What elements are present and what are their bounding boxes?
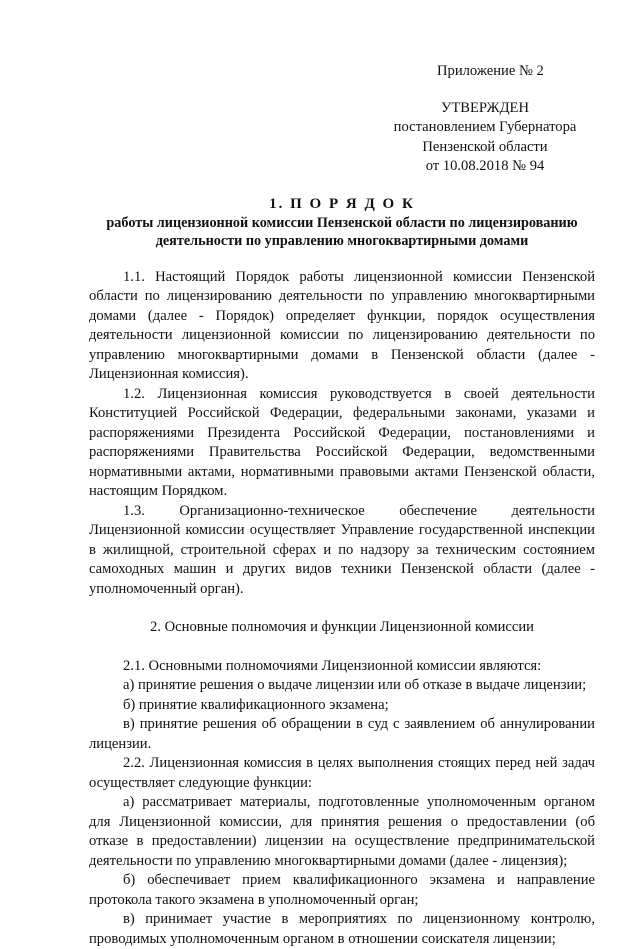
approved-label: УТВЕРЖДЕН [441, 99, 529, 116]
item-2-1-b: б) принятие квалификационного экзамена; [123, 696, 389, 713]
paragraph-1-1: 1.1. Настоящий Порядок работы лицензионной комиссии Пензенской области по лицензированию деятельности по управлению многоквартирными домами (далее - Порядок) определяет функции, порядок осуществления деятельности лицензионной комиссии по лицензированию деятельности по управлению многоквартирными домами в Пензенской области (далее - Лицензионная комиссия). [89, 268, 595, 382]
document-title [89, 195, 595, 250]
item-2-1-c: в) принятие решения об обращении в суд с заявлением об аннулировании лицензии. [89, 716, 595, 752]
region-line: Пензенской области [422, 138, 548, 155]
item-2-2-c: в) принимает участие в мероприятиях по лицензионному контролю, проводимых уполномоченным органом в отношении соискателя лицензии; [89, 911, 595, 947]
approval-stamp [371, 99, 599, 177]
item-2-2-a: а) рассматривает материалы, подготовленные уполномоченным органом для Лицензионной комиссии, для принятия решения о предоставлении (об отказе в предоставлении) лицензии на осуществление предпринимательской деятельности по управлению многоквартирными домами (далее - лицензия); [89, 794, 595, 869]
paragraph-1-3: 1.3. Организационно-техническое обеспечение деятельности Лицензионной комиссии осуществляет Управление государственной инспекции в жилищной, строительной сферах и по надзору за техническим состоянием самоходных машин и других видов техники Пензенской области (далее - уполномоченный орган). [89, 502, 595, 597]
approval-header [393, 62, 599, 177]
title-main: 1. П О Р Я Д О К [269, 195, 415, 212]
section-2-heading: 2. Основные полномочия и функции Лицензионной комиссии [150, 619, 534, 635]
item-2-2-b: б) обеспечивает прием квалификационного экзамена и направление протокола такого экзамена в уполномоченный орган; [89, 872, 595, 908]
document-page [89, 62, 595, 949]
paragraph-2-2: 2.2. Лицензионная комиссия в целях выполнения стоящих перед ней задач осуществляет следующие функции: [89, 755, 595, 791]
title-line-1: работы лицензионной комиссии Пензенской области по лицензированию [106, 214, 578, 231]
paragraph-1-2: 1.2. Лицензионная комиссия руководствуется в своей деятельности Конституцией Российской Федерации, федеральными законами, указами и распоряжениями Президента Российской Федерации, постановлениями и распоряжениями Правительства Российской Федерации, ведомственными нормативными актами, нормативными правовыми актами Пензенской области, настоящим Порядком. [89, 385, 595, 499]
date-number-line: от 10.08.2018 № 94 [425, 158, 545, 174]
item-2-1-a: а) принятие решения о выдаче лицензии или об отказе в выдаче лицензии; [123, 677, 587, 693]
annex-label: Приложение № 2 [437, 63, 544, 79]
title-line-2: деятельности по управлению многоквартирными домами [155, 232, 529, 249]
paragraph-2-1: 2.1. Основными полномочиями Лицензионной комиссии являются: [123, 657, 542, 674]
resolution-line: постановлением Губернатора [393, 119, 577, 135]
